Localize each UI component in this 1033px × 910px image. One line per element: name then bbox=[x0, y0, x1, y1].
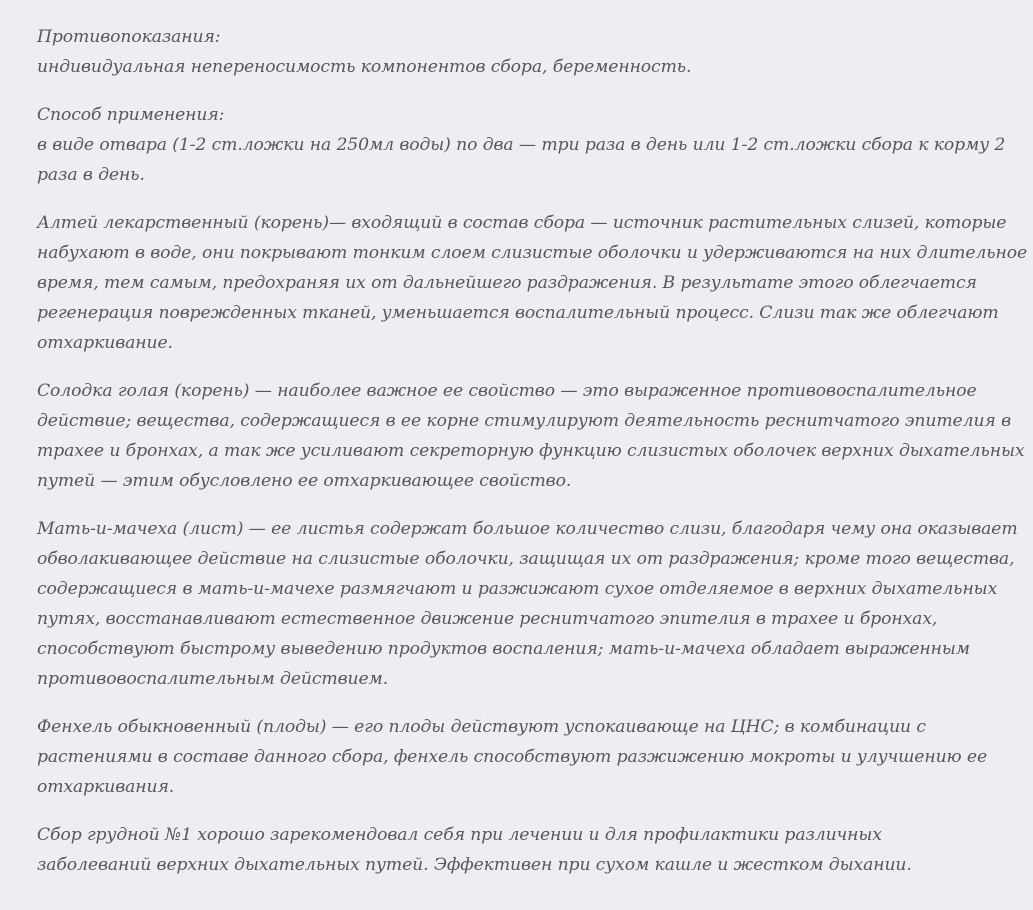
coltsfoot-text-line: способствуют быстрому выведению продуктов воспаления; мать-и-мачеха обладает выраженным bbox=[37, 639, 970, 659]
fennel-paragraph bbox=[37, 712, 993, 802]
althaea-text-line: Алтей лекарственный (корень)— входящий в состав сбора — источник растительных слизей, которые bbox=[37, 213, 1007, 233]
licorice-text-line: трахее и бронхах, а так же усиливают секреторную функцию слизистых оболочек верхних дыхательных bbox=[37, 441, 1025, 461]
coltsfoot-text-line: противовоспалительным действием. bbox=[37, 669, 389, 689]
coltsfoot-paragraph bbox=[37, 514, 1018, 694]
althaea-text-line: время, тем самым, предохраняя их от дальнейшего раздражения. В результате этого облегчается bbox=[37, 273, 977, 293]
usage-paragraph bbox=[37, 100, 1006, 190]
usage-text-line: раза в день. bbox=[37, 165, 145, 185]
coltsfoot-text-line: обволакивающее действие на слизистые оболочки, защищая их от раздражения; кроме того вещества, bbox=[37, 549, 1015, 569]
fennel-text-line: отхаркивания. bbox=[37, 777, 175, 797]
althaea-text-line: отхаркивание. bbox=[37, 333, 173, 353]
licorice-paragraph bbox=[37, 376, 1025, 496]
conclusion-text-line: заболеваний верхних дыхательных путей. Эффективен при сухом кашле и жестком дыхании. bbox=[37, 855, 912, 875]
licorice-text-line: действие; вещества, содержащиеся в ее корне стимулируют деятельность реснитчатого эпителия в bbox=[37, 411, 1011, 431]
usage-text-line: в виде отвара (1-2 ст.ложки на 250мл воды) по два — три раза в день или 1-2 ст.ложки сбора к корму 2 bbox=[37, 135, 1006, 155]
licorice-text-line: Солодка голая (корень) — наиболее важное ее свойство — это выраженное противовоспалительное bbox=[37, 381, 977, 401]
contraindications-text: индивидуальная непереносимость компонентов сбора, беременность. bbox=[37, 57, 692, 77]
fennel-text-line: Фенхель обыкновенный (плоды) — его плоды действуют успокаивающе на ЦНС; в комбинации с bbox=[37, 717, 926, 737]
contraindications-paragraph bbox=[37, 22, 993, 82]
coltsfoot-text-line: содержащиеся в мать-и-мачехе размягчают и разжижают сухое отделяемое в верхних дыхательных bbox=[37, 579, 998, 599]
contraindications-heading: Противопоказания: bbox=[37, 27, 221, 47]
althaea-text-line: регенерация поврежденных тканей, уменьшается воспалительный процесс. Слизи так же облегчают bbox=[37, 303, 999, 323]
coltsfoot-text-line: путях, восстанавливают естественное движение реснитчатого эпителия в трахее и бронхах, bbox=[37, 609, 938, 629]
licorice-text-line: путей — этим обусловлено ее отхаркивающее свойство. bbox=[37, 471, 572, 491]
fennel-text-line: растениями в составе данного сбора, фенхель способствуют разжижению мокроты и улучшению ее bbox=[37, 747, 988, 767]
althaea-text-line: набухают в воде, они покрывают тонким слоем слизистые оболочки и удерживаются на них длительное bbox=[37, 243, 1028, 263]
althaea-paragraph bbox=[37, 208, 1028, 358]
coltsfoot-text-line: Мать-и-мачеха (лист) — ее листья содержат большое количество слизи, благодаря чему она оказывает bbox=[37, 519, 1018, 539]
conclusion-paragraph bbox=[37, 820, 993, 880]
conclusion-text-line: Сбор грудной №1 хорошо зарекомендовал себя при лечении и для профилактики различных bbox=[37, 825, 882, 845]
usage-heading: Способ применения: bbox=[37, 105, 225, 125]
